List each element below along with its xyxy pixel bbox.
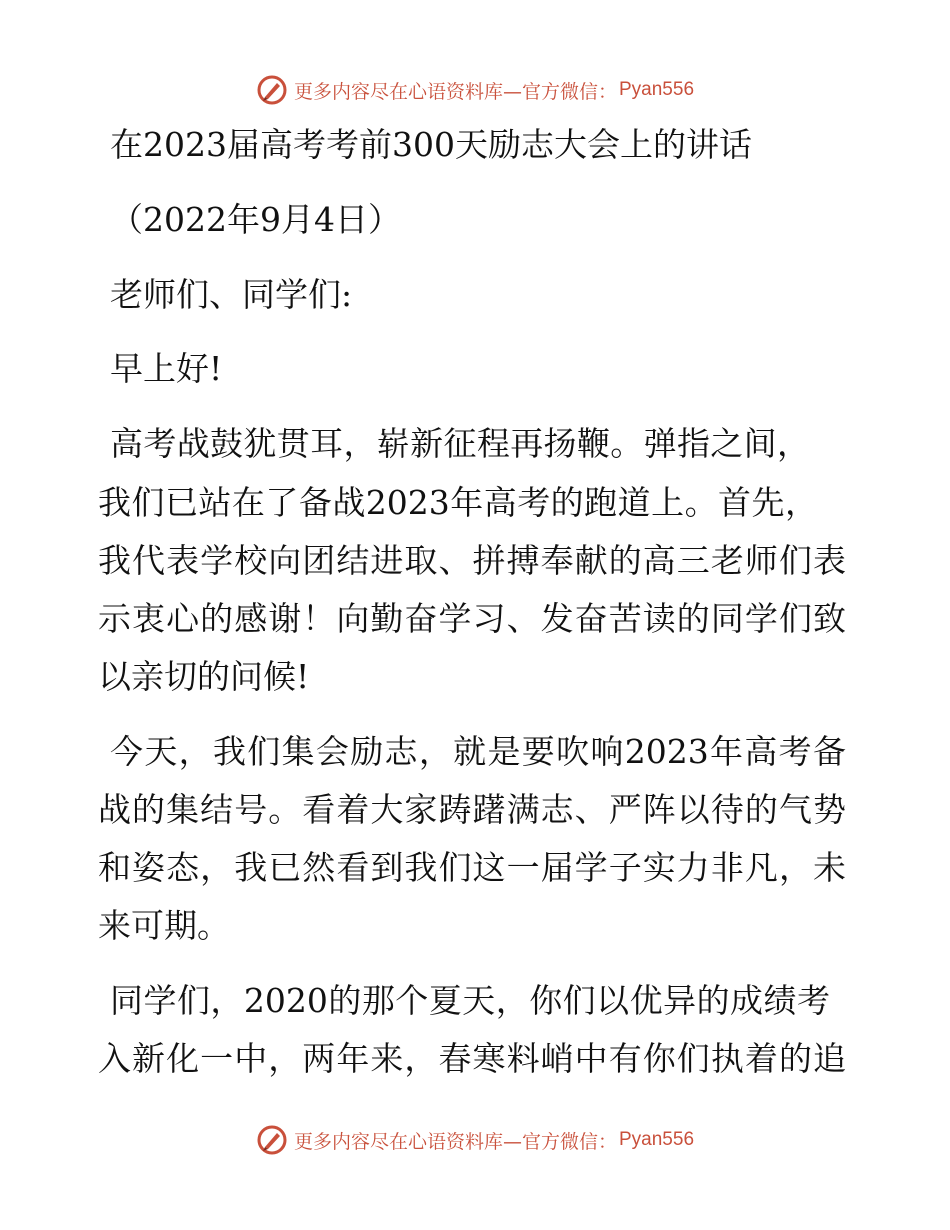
- paragraph-2-line-2: 战的集结号。看着大家踌躇满志、严阵以待的气势: [98, 790, 846, 829]
- document-title: 在2023届高考考前300天励志大会上的讲话: [110, 125, 752, 164]
- salutation: 老师们、同学们:: [110, 275, 353, 314]
- paragraph-3-line-2: 入新化一中，两年来，春寒料峭中有你们执着的追: [98, 1039, 846, 1078]
- footer-watermark: [0, 1120, 950, 1160]
- document-date: （2022年9月4日）: [110, 200, 401, 239]
- paragraph-1-line-1: 高考战鼓犹贯耳，崭新征程再扬鞭。弹指之间，: [110, 424, 810, 463]
- pen-logo-icon: [256, 74, 288, 106]
- paragraph-2-line-4: 来可期。: [98, 906, 230, 945]
- watermark-handle: Pyan556: [619, 79, 695, 100]
- paragraph-2-line-1: 今天，我们集会励志，就是要吹响2023年高考备: [110, 732, 846, 771]
- paragraph-3-line-1: 同学们，2020的那个夏天，你们以优异的成绩考: [110, 981, 830, 1020]
- paragraph-1-line-2: 我们已站在了备战2023年高考的跑道上。首先，: [98, 483, 818, 522]
- greeting: 早上好!: [110, 349, 223, 388]
- paragraph-1-line-5: 以亲切的问候!: [98, 657, 310, 696]
- paragraph-2-line-3: 和姿态，我已然看到我们这一届学子实力非凡，未: [98, 848, 846, 887]
- paragraph-1-line-3: 我代表学校向团结进取、拼搏奉献的高三老师们表: [98, 541, 846, 580]
- watermark-handle: Pyan556: [619, 1129, 695, 1150]
- paragraph-1-line-4: 示衷心的感谢！向勤奋学习、发奋苦读的同学们致: [98, 599, 846, 638]
- pen-logo-icon: [256, 1124, 288, 1156]
- watermark-text: 更多内容尽在心语资料库—官方微信：: [293, 80, 617, 103]
- watermark-text: 更多内容尽在心语资料库—官方微信：: [293, 1130, 617, 1153]
- header-watermark: [0, 70, 950, 110]
